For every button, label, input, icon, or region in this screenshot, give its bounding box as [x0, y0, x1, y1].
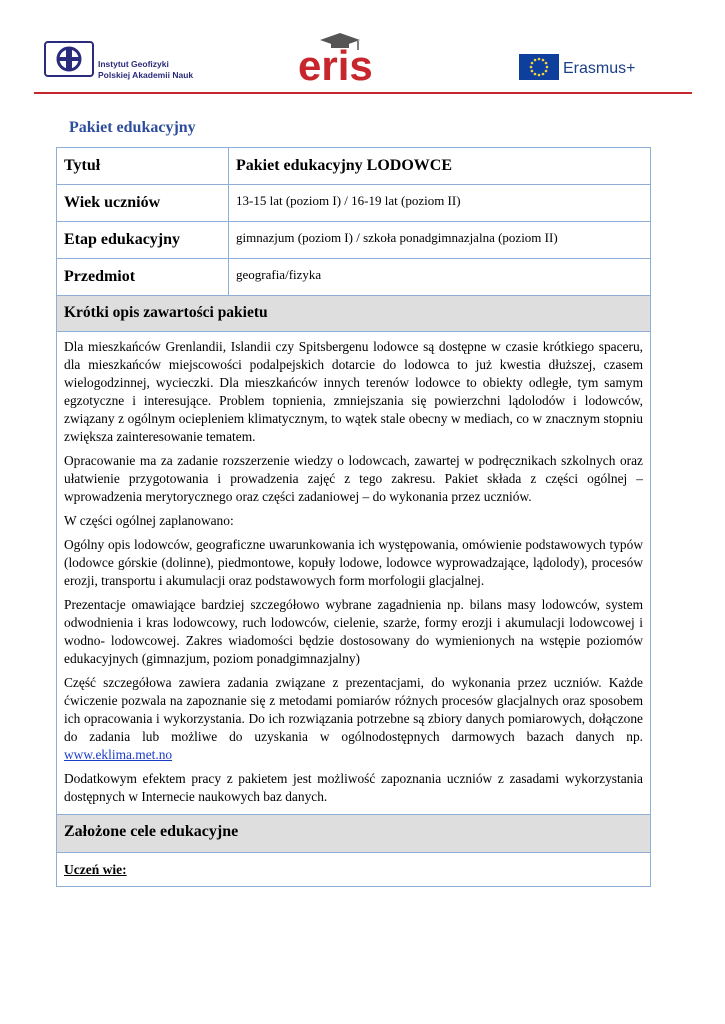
- label-stage: Etap edukacyjny: [57, 222, 229, 259]
- description-paragraph-5: Prezentacje omawiające bardziej szczegółowo wybrane zagadnienia np. bilans masy lodowców, system odwodnienia i kras lodowcowy, ruch lodowców, cielenie, szarże, formy erozji i akumulacji lodowcowej i wodno- lodowcowej. Zakres wiadomości będzie dostosowany do wymienionych na wstępie poziomów edukacyjnych (gimnazjum, poziom ponadgimnazjalny): [64, 597, 643, 666]
- value-subject: geografia/fizyka: [229, 259, 651, 296]
- label-subject: Przedmiot: [57, 259, 229, 296]
- eris-wordmark: eris: [298, 42, 373, 85]
- description-paragraph-6-text: Część szczegółowa zawiera zadania związane z prezentacjami, do wykonania przez uczniów. Każde ćwiczenie pozwala na zapoznanie się z metodami pomiarów różnych procesów glacjalnych oraz sposobem ich opracowania i wykorzystania. Do ich rozwiązania potrzebne są zbiory danych pomiarowych, dołączone do zadania lub możliwe do uzyskania w ogólnodostępnych darmowych bazach danych np.: [64, 675, 643, 744]
- igf-line-1: Instytut Geofizyki: [98, 59, 169, 69]
- erasmus-logo: Erasmus+: [563, 60, 636, 77]
- description-heading: Krótki opis zawartości pakietu: [57, 296, 651, 332]
- page-header: [0, 0, 725, 95]
- row-student-knows: [57, 853, 651, 887]
- description-paragraph-4: Ogólny opis lodowców, geograficzne uwarunkowania ich występowania, omówienie podstawowych typów (lodowce górskie (dolinne), piedmontowe, kopuły lodowe, lodowce wyprowadzające, lądolody), procesów erozji, transportu i akumulacji oraz podstawowych form morfologii glacjalnej.: [64, 537, 643, 588]
- description-paragraph-7: Dodatkowym efektem pracy z pakietem jest możliwość zapoznania uczniów z zasadami wykorzystania dostępnych w Internecie naukowych baz danych.: [64, 771, 643, 804]
- row-title: [57, 148, 651, 185]
- description-paragraph-1: Dla mieszkańców Grenlandii, Islandii czy Spitsbergenu lodowce są dostępne w czasie krótkiego spaceru, dla mieszkańców miejscowości podalpejskich dotarcie do lodowca to już kwestia dłuższej, czasem wielogodzinnej, wycieczki. Dla mieszkańców innych terenów lodowce to obiekty odległe, tym samym egzotyczne i interesujące. Problem topnienia, zmniejszania się powierzchni lądolodów i lodowców, związany z ogólnym ociepleniem klimatycznym, to wątek stale obecny w mediach, co w znacznym stopniu zwiększa zainteresowanie tematem.: [64, 339, 643, 444]
- page-title: Pakiet edukacyjny: [69, 119, 196, 136]
- igf-logo-icon: [44, 41, 94, 77]
- eris-mortarboard-icon: [298, 30, 388, 85]
- description-paragraph-2: Opracowanie ma za zadanie rozszerzenie wiedzy o lodowcach, zawartej w podręcznikach szkolnych oraz ułatwienie przygotowania i prowadzenia zajęć z tego zakresu. Pakiet składa z części ogólnej – wprowadzenia merytorycznego oraz części zadaniowej – do wykonania przez uczniów.: [64, 453, 643, 504]
- igf-emblem-icon: [49, 45, 89, 73]
- row-description-heading: [57, 296, 651, 332]
- label-age: Wiek uczniów: [57, 185, 229, 222]
- description-paragraph-6: [64, 674, 643, 764]
- row-description: [57, 332, 651, 815]
- value-age: 13-15 lat (poziom I) / 16-19 lat (poziom II): [229, 185, 651, 222]
- description-paragraph-3: W części ogólnej zaplanowano:: [64, 513, 234, 528]
- eris-logo: [298, 30, 388, 85]
- goals-heading: Założone cele edukacyjne: [57, 815, 651, 853]
- eklima-link[interactable]: www.eklima.met.no: [64, 747, 173, 762]
- student-knows-label: Uczeń wie:: [57, 853, 651, 887]
- row-age: [57, 185, 651, 222]
- package-table: [56, 147, 651, 887]
- eu-flag-icon: [519, 54, 559, 80]
- igf-line-2: Polskiej Akademii Nauk: [98, 70, 194, 80]
- label-title: Tytuł: [57, 148, 229, 185]
- description-body: [57, 332, 651, 815]
- igf-name: [98, 59, 193, 81]
- row-stage: [57, 222, 651, 259]
- value-stage: gimnazjum (poziom I) / szkoła ponadgimnazjalna (poziom II): [229, 222, 651, 259]
- header-divider: [34, 92, 692, 94]
- value-title: Pakiet edukacyjny LODOWCE: [229, 148, 651, 185]
- row-subject: [57, 259, 651, 296]
- row-goals-heading: [57, 815, 651, 853]
